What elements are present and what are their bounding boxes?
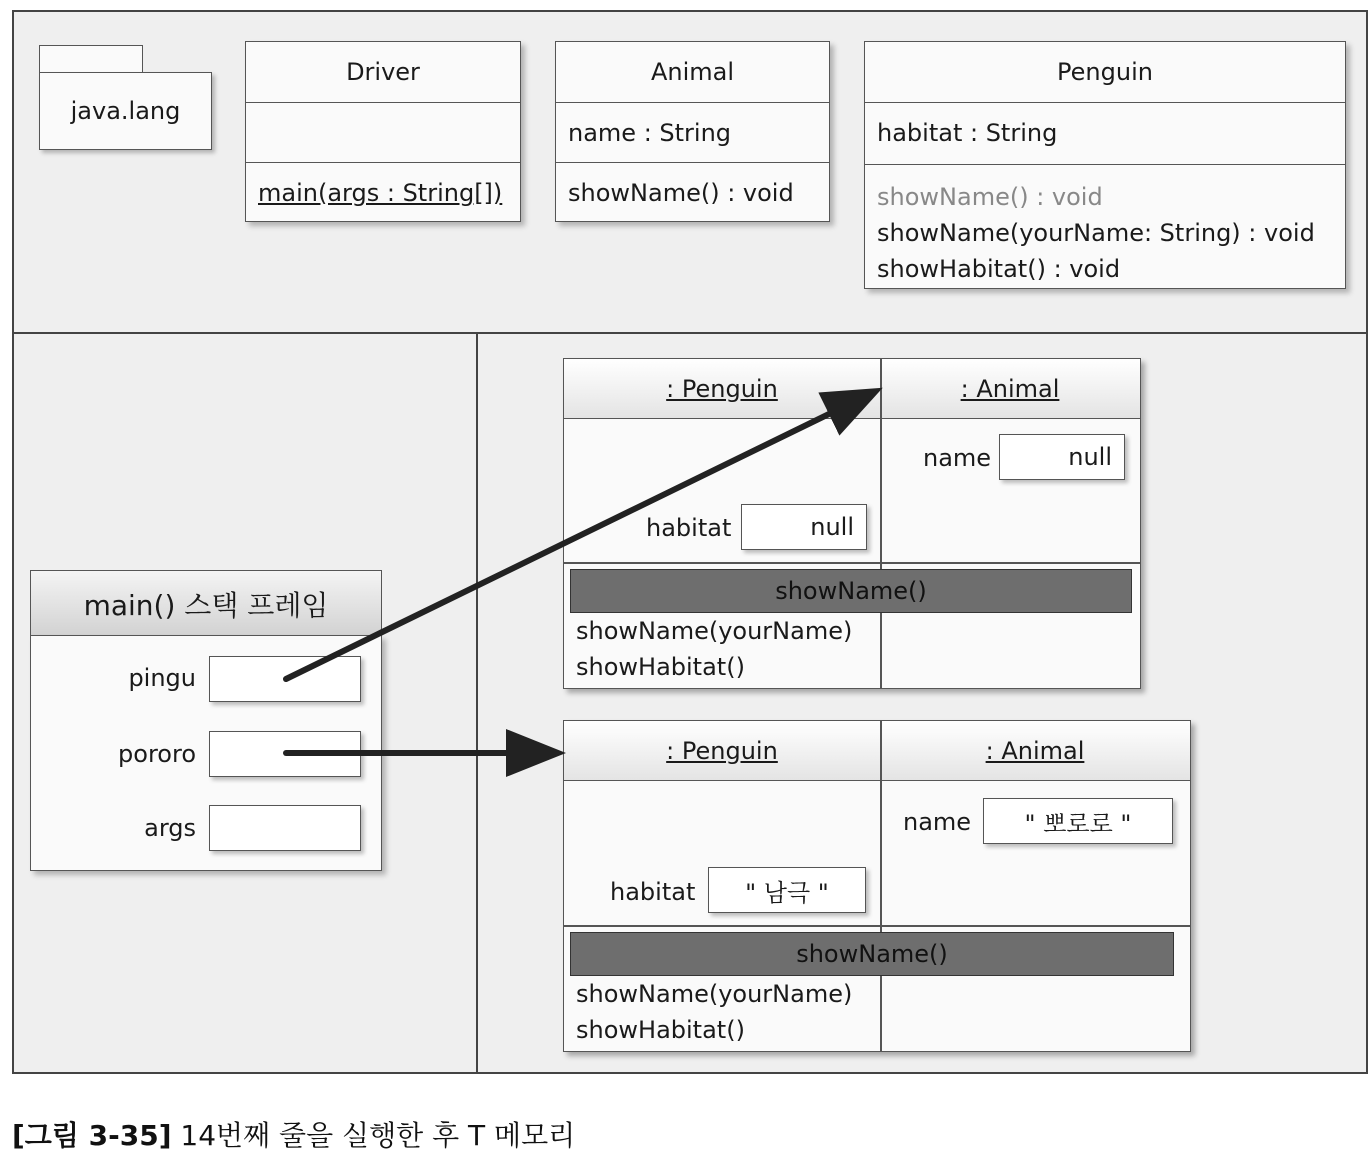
class-penguin-method: showHabitat() : void	[877, 255, 1121, 283]
field-value-name: null	[999, 434, 1125, 480]
class-driver-name: Driver	[346, 58, 420, 86]
stack-var-label-args: args	[144, 814, 196, 842]
class-driver-method: main(args : String[])	[258, 179, 503, 207]
class-animal-name: Animal	[650, 58, 735, 86]
object-method: showHabitat()	[576, 1016, 745, 1044]
field-value-habitat: null	[741, 504, 867, 550]
object-animal-label: : Animal	[985, 736, 1085, 765]
object-penguin-label: : Penguin	[666, 736, 778, 765]
object-method: showName(yourName)	[576, 617, 853, 645]
figure-caption-text: 14번째 줄을 실행한 후 T 메모리	[180, 1119, 576, 1152]
field-label-name: name	[903, 808, 972, 836]
object-method: showName(yourName)	[576, 980, 853, 1008]
stack-var-label-pingu: pingu	[128, 664, 196, 692]
class-penguin-name: Penguin	[1057, 58, 1153, 86]
overridden-method-label: showName()	[796, 940, 948, 968]
field-label-habitat: habitat	[646, 514, 732, 542]
stack-var-label-pororo: pororo	[118, 740, 196, 768]
class-penguin-attribute: habitat : String	[877, 119, 1058, 147]
field-value-habitat: " 남극 "	[708, 867, 866, 913]
object-penguin-label: : Penguin	[666, 374, 778, 403]
object-method: showHabitat()	[576, 653, 745, 681]
field-label-name: name	[923, 444, 992, 472]
package-name: java.lang	[70, 97, 181, 125]
field-label-habitat: habitat	[610, 878, 696, 906]
object-animal-label: : Animal	[960, 374, 1060, 403]
figure-caption	[12, 1114, 575, 1154]
pingu-reference-arrow	[286, 393, 872, 679]
class-penguin-hidden-method: showName() : void	[877, 183, 1103, 211]
overridden-method-label: showName()	[775, 577, 927, 605]
class-animal-method: showName() : void	[568, 179, 794, 207]
class-animal-attribute: name : String	[568, 119, 732, 147]
class-penguin-method: showName(yourName: String) : void	[877, 219, 1315, 247]
field-value-name: " 뽀로로 "	[983, 798, 1173, 844]
figure-caption-label: [그림 3-35]	[12, 1119, 172, 1152]
stack-frame-title: main() 스택 프레임	[83, 588, 329, 622]
